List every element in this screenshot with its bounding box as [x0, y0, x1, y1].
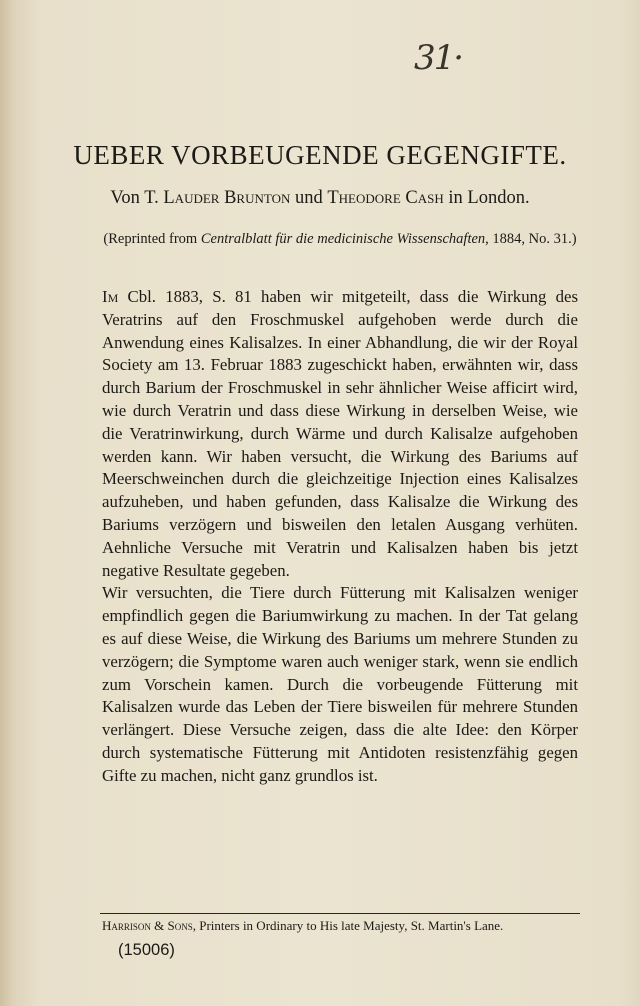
- author-line: [0, 188, 640, 209]
- author-prefix: Von T.: [110, 188, 164, 208]
- author-name-1: Lauder Brunton: [163, 188, 291, 208]
- print-number: (15006): [118, 941, 175, 959]
- paragraph-1: [102, 286, 578, 582]
- article-title: UEBER VORBEUGENDE GEGENGIFTE.: [73, 140, 567, 170]
- printer-name: Harrison & Sons: [102, 918, 193, 933]
- article-body: [102, 286, 578, 788]
- printer-imprint: [102, 918, 582, 934]
- reprint-open: (Reprinted from: [103, 231, 201, 247]
- paragraph-1-text: Cbl. 1883, S. 81 haben wir mitgeteilt, dass die Wirkung des Veratrins auf den Froschmuskel aufgehoben werde durch die Anwendung eines Kalisalzes. In einer Abhandlung, die wir der Royal Society am 13. Februar 1883 zugeschickt haben, erwähnten wir, dass durch Barium der Froschmuskel in sehr ähnlicher Weise afficirt wird, wie durch Veratrin und dass diese Wirkung in derselben Weise, wie die Veratrinwirkung, durch Wärme und durch Kalisalze aufgehoben werden kann. Wir haben versucht, die Wirkung des Bariums auf Meerschweinchen durch die gleichzeitige Injection eines Kalisalzes aufzuheben, und haben gefunden, dass Kalisalze die Wirkung des Bariums verzögern und bisweilen den letalen Ausgang verhüten. Aehnliche Versuche mit Veratrin und Kalisalzen haben bis jetzt negative Resultate gegeben.: [102, 287, 578, 580]
- handwritten-page-mark: 31·: [414, 38, 463, 78]
- reprint-note: [102, 229, 578, 250]
- footer-rule: [100, 913, 580, 914]
- author-suffix: in London.: [443, 188, 530, 208]
- paragraph-2: Wir versuchten, die Tiere durch Fütterung mit Kalisalzen weniger empfindlich gegen die Bariumwirkung zu machen. In der Tat gelang es auf diese Weise, die Wirkung des Bariums um mehrere Stunden zu verzögern; die Symptome waren auch weniger stark, wenn sie endlich zum Vorschein kamen. Durch die vorbeugende Fütterung mit Kalisalzen wurde das Leben der Tiere bisweilen für mehrere Stunden verlängert. Diese Versuche zeigen, dass die alte Idee: den Körper durch systematische Fütterung mit Antidoten resistenzfähig gegen Gifte zu machen, nicht ganz grundlos ist.: [102, 583, 578, 785]
- reprint-close: , 1884, No. 31.): [485, 231, 577, 247]
- journal-name: Centralblatt für die medicinische Wissenschaften: [200, 231, 486, 247]
- author-conjunction: und: [290, 188, 328, 208]
- author-name-2: Theodore Cash: [327, 188, 444, 208]
- printer-text: , Printers in Ordinary to His late Majesty, St. Martin's Lane.: [192, 918, 504, 933]
- paragraph-1-lead: Im: [102, 287, 119, 306]
